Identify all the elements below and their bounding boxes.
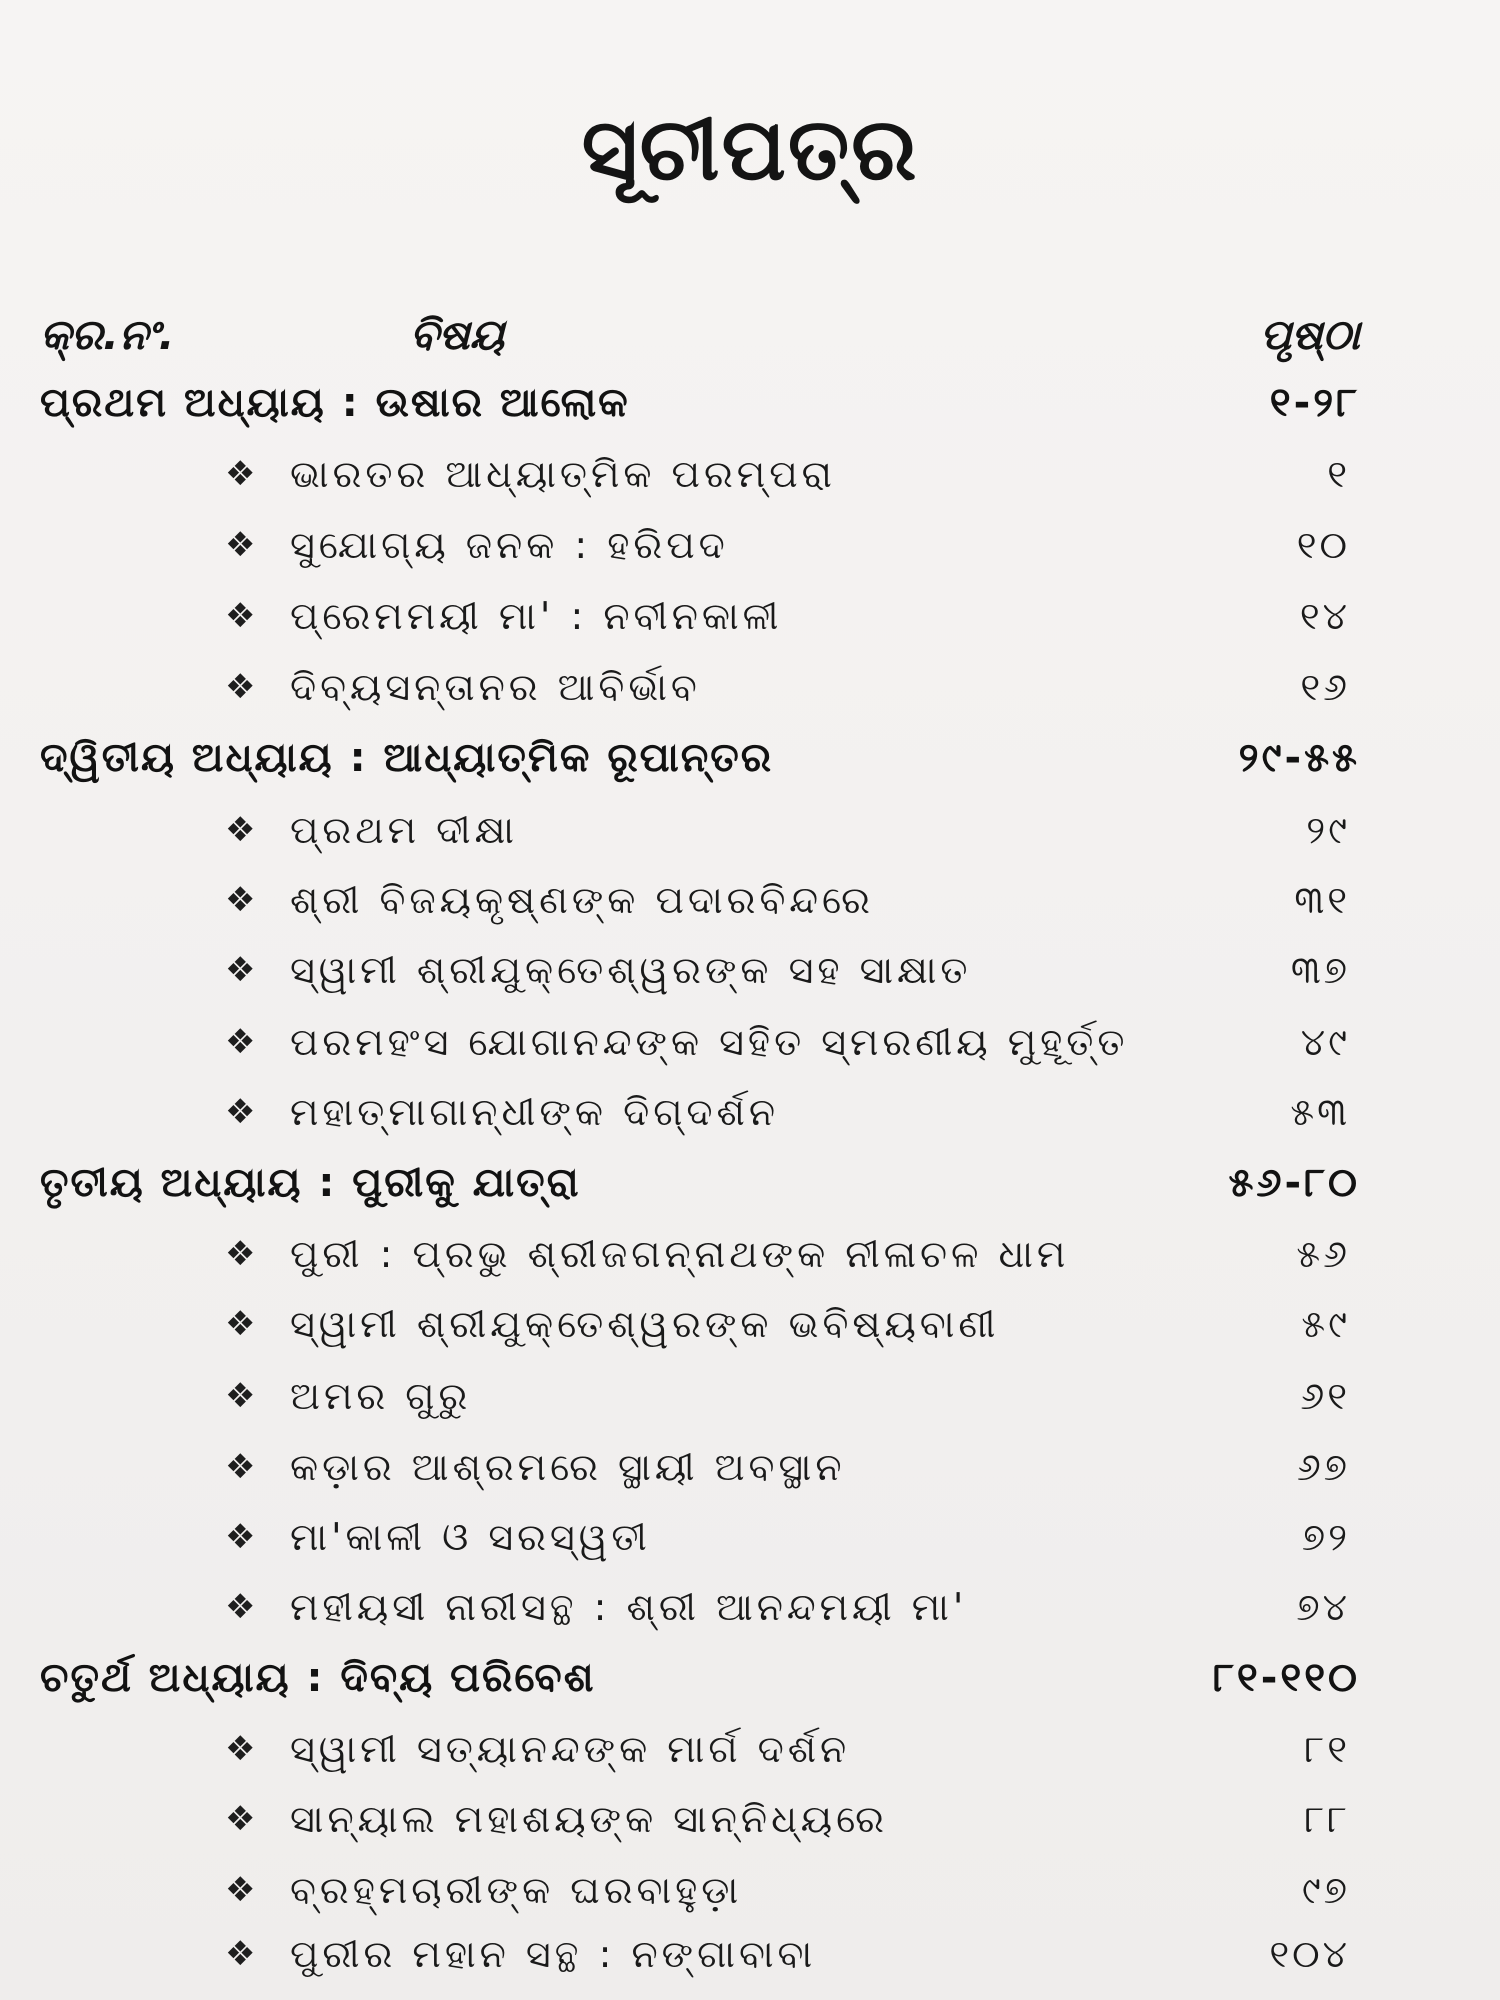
section-title: ପୁରୀ : ପ୍ରଭୁ ଶ୍ରୀଜଗନ୍ନାଥଙ୍କ ନୀଳାଚଳ ଧାମ bbox=[290, 1232, 1070, 1276]
diamond-bullet-icon: ❖ bbox=[225, 1022, 256, 1062]
chapter-page-range: ୮୧-୧୧୦ bbox=[1213, 1655, 1360, 1701]
diamond-bullet-icon: ❖ bbox=[225, 810, 256, 850]
section-title: ସାନ୍ୟାଲ ମହାଶୟଙ୍କ ସାନ୍ନିଧ୍ୟରେ bbox=[290, 1797, 888, 1841]
page-number-header: ପୃଷ୍ଠା bbox=[1259, 310, 1360, 359]
section-row bbox=[0, 1020, 1500, 1080]
section-row bbox=[0, 1090, 1500, 1150]
section-page-number: ୫୯ bbox=[1301, 1302, 1350, 1346]
diamond-bullet-icon: ❖ bbox=[225, 1870, 256, 1910]
section-row bbox=[0, 1232, 1500, 1292]
section-row bbox=[0, 452, 1500, 512]
section-title: କଡ଼ାର ଆଶ୍ରମରେ ସ୍ଥାୟୀ ଅବସ୍ଥାନ bbox=[290, 1445, 846, 1489]
diamond-bullet-icon: ❖ bbox=[225, 1729, 256, 1769]
diamond-bullet-icon: ❖ bbox=[225, 1376, 256, 1416]
chapter-row bbox=[0, 735, 1500, 795]
diamond-bullet-icon: ❖ bbox=[225, 950, 256, 990]
section-row bbox=[0, 665, 1500, 725]
diamond-bullet-icon: ❖ bbox=[225, 454, 256, 494]
section-row bbox=[0, 878, 1500, 938]
section-row bbox=[0, 1585, 1500, 1645]
section-page-number: ୩୭ bbox=[1290, 948, 1350, 992]
diamond-bullet-icon: ❖ bbox=[225, 1799, 256, 1839]
chapter-row bbox=[0, 1655, 1500, 1715]
section-title: ସ୍ୱାମୀ ସତ୍ୟାନନ୍ଦଙ୍କ ମାର୍ଗ ଦର୍ଶନ bbox=[290, 1727, 851, 1771]
section-row bbox=[0, 1727, 1500, 1787]
section-page-number: ୧୪ bbox=[1299, 594, 1350, 638]
section-title: ପରମହଂସ ଯୋଗାନନ୍ଦଙ୍କ ସହିତ ସ୍ମରଣୀୟ ମୁହୂର୍ତ୍ତ bbox=[290, 1020, 1129, 1064]
section-row bbox=[0, 1797, 1500, 1857]
section-row bbox=[0, 1302, 1500, 1362]
section-page-number: ୧ bbox=[1327, 452, 1350, 496]
section-title: ପ୍ରେମମୟୀ ମା' : ନବୀନକାଳୀ bbox=[290, 594, 783, 638]
chapter-title: ଚତୁର୍ଥ ଅଧ୍ୟାୟ : ଦିବ୍ୟ ପରିବେଶ bbox=[40, 1655, 596, 1701]
section-title: ଶ୍ରୀ ବିଜୟକୃଷ୍ଣଙ୍କ ପଦାରବିନ୍ଦରେ bbox=[290, 878, 874, 922]
section-title: ସୁଯୋଗ୍ୟ ଜନକ : ହରିପଦ bbox=[290, 523, 729, 567]
chapter-title: ଦ୍ୱିତୀୟ ଅଧ୍ୟାୟ : ଆଧ୍ୟାତ୍ମିକ ରୂପାନ୍ତର bbox=[40, 735, 774, 781]
chapter-page-range: ୧-୨୮ bbox=[1269, 380, 1360, 426]
section-page-number: ୧୦ bbox=[1296, 523, 1350, 567]
section-title: ପ୍ରଥମ ଦୀକ୍ଷା bbox=[290, 808, 518, 852]
diamond-bullet-icon: ❖ bbox=[225, 880, 256, 920]
diamond-bullet-icon: ❖ bbox=[225, 596, 256, 636]
section-page-number: ୯୭ bbox=[1301, 1868, 1350, 1912]
section-title: ସ୍ୱାମୀ ଶ୍ରୀଯୁକ୍ତେଶ୍ୱରଙ୍କ ଭବିଷ୍ୟବାଣୀ bbox=[290, 1302, 1000, 1346]
diamond-bullet-icon: ❖ bbox=[225, 1234, 256, 1274]
section-row bbox=[0, 1868, 1500, 1928]
section-page-number: ୧୬ bbox=[1300, 665, 1350, 709]
diamond-bullet-icon: ❖ bbox=[225, 525, 256, 565]
diamond-bullet-icon: ❖ bbox=[225, 1517, 256, 1557]
chapter-page-range: ୨୯-୫୫ bbox=[1238, 735, 1360, 781]
section-row bbox=[0, 1515, 1500, 1575]
diamond-bullet-icon: ❖ bbox=[225, 1447, 256, 1487]
section-page-number: ୧୦୪ bbox=[1269, 1932, 1350, 1976]
chapter-title: ପ୍ରଥମ ଅଧ୍ୟାୟ : ଉଷାର ଆଲୋକ bbox=[40, 380, 630, 426]
diamond-bullet-icon: ❖ bbox=[225, 1587, 256, 1627]
section-title: ସ୍ୱାମୀ ଶ୍ରୀଯୁକ୍ତେଶ୍ୱରଙ୍କ ସହ ସାକ୍ଷାତ bbox=[290, 948, 972, 992]
section-title: ମହୀୟସୀ ନାରୀସନ୍ଥ : ଶ୍ରୀ ଆନନ୍ଦମୟୀ ମା' bbox=[290, 1585, 968, 1629]
section-page-number: ୬୧ bbox=[1300, 1374, 1350, 1418]
section-title: ଅମର ଗୁରୁ bbox=[290, 1374, 472, 1418]
section-page-number: ୫୬ bbox=[1296, 1232, 1350, 1276]
section-title: ଭାରତର ଆଧ୍ୟାତ୍ମିକ ପରମ୍ପରା bbox=[290, 452, 836, 496]
section-row bbox=[0, 1445, 1500, 1505]
section-row bbox=[0, 594, 1500, 654]
diamond-bullet-icon: ❖ bbox=[225, 667, 256, 707]
page-title: ସୂଚୀପତ୍ର bbox=[581, 100, 919, 200]
section-title: ବ୍ରହ୍ମଚାରୀଙ୍କ ଘରବାହୁଡ଼ା bbox=[290, 1868, 743, 1912]
chapter-page-range: ୫୬-୮୦ bbox=[1228, 1160, 1360, 1206]
section-row bbox=[0, 1932, 1500, 1992]
section-page-number: ୭୪ bbox=[1296, 1585, 1350, 1629]
section-title: ମହାତ୍ମାଗାନ୍ଧୀଙ୍କ ଦିଗ୍‌ଦର୍ଶନ bbox=[290, 1090, 780, 1134]
section-row bbox=[0, 808, 1500, 868]
chapter-row bbox=[0, 1160, 1500, 1220]
section-page-number: ୨୯ bbox=[1306, 808, 1350, 852]
section-title: ମା'କାଳୀ ଓ ସରସ୍ୱତୀ bbox=[290, 1515, 651, 1559]
chapter-title: ତୃତୀୟ ଅଧ୍ୟାୟ : ପୁରୀକୁ ଯାତ୍ରା bbox=[40, 1160, 581, 1206]
section-page-number: ୩୧ bbox=[1294, 878, 1350, 922]
section-row bbox=[0, 1374, 1500, 1434]
diamond-bullet-icon: ❖ bbox=[225, 1304, 256, 1344]
section-row bbox=[0, 948, 1500, 1008]
section-title: ଦିବ୍ୟସନ୍ତାନର ଆବିର୍ଭାବ bbox=[290, 665, 701, 709]
section-row bbox=[0, 523, 1500, 583]
diamond-bullet-icon: ❖ bbox=[225, 1092, 256, 1132]
section-title: ପୁରୀର ମହାନ ସନ୍ଥ : ନଙ୍ଗାବାବା bbox=[290, 1932, 817, 1976]
serial-number-header: କ୍ର.ନଂ. bbox=[40, 310, 175, 359]
section-page-number: ୫୩ bbox=[1290, 1090, 1350, 1134]
section-page-number: ୬୭ bbox=[1296, 1445, 1350, 1489]
section-page-number: ୮୧ bbox=[1304, 1727, 1350, 1771]
section-page-number: ୪୯ bbox=[1300, 1020, 1350, 1064]
diamond-bullet-icon: ❖ bbox=[225, 1934, 256, 1974]
section-page-number: ୮୮ bbox=[1304, 1797, 1350, 1841]
chapter-row bbox=[0, 380, 1500, 440]
subject-header: ବିଷୟ bbox=[410, 310, 505, 359]
section-page-number: ୭୨ bbox=[1301, 1515, 1350, 1559]
